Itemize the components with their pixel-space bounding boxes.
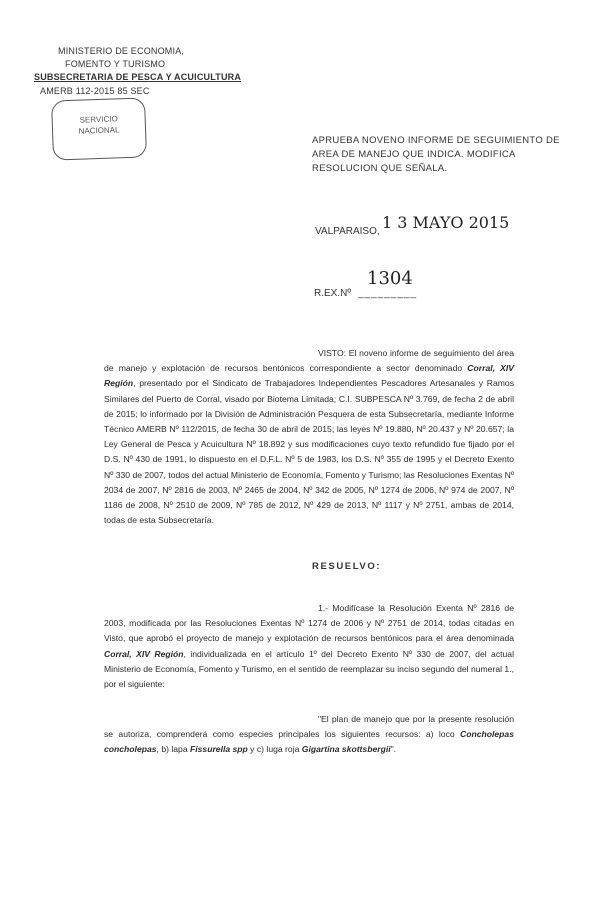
- rex-label: R.EX.Nº: [314, 288, 351, 299]
- place: VALPARAISO,: [315, 226, 380, 237]
- visto-rest: , presentado por el Sindicato de Trabajadores Independientes Pescadores Artesanales y Ramos Similares del Puerto de Corral, visado por Biotema Limitada; C.I. SUBPESCA Nº 3.769, de fecha 2 de abril de 2015; lo informado por la División de Administración Pesquera de esta Subsecretaría, mediante Informe Técnico AMERB Nº 112/2015, de fecha 30 de abril de 2015; las leyes Nº 19.880, Nº 20.437 y Nº 20.657; la Ley General de Pesca y Acuicultura Nº 18.892 y sus modificaciones cuyo texto refundido fue fijado por el D.S. Nº 430 de 1991, lo dispuesto en el D.F.L. Nº 5 de 1983, los D.S. Nº 355 de 1995 y el Decreto Exento Nº 330 de 2007, todos del actual Ministerio de Economía, Fomento y Turismo; las Resoluciones Exentas Nº 2034 de 2007, Nº 2816 de 2003, Nº 2465 de 2004, Nº 342 de 2005, Nº 1274 de 2006, Nº 974 de 2007, Nº 1186 de 2008, Nº 2510 de 2009, Nº 785 de 2012, Nº 429 de 2013, Nº 1117 y Nº 2751, ambas de 2014, todas de esta Subsecretaría.: [104, 378, 514, 526]
- quote-lead: "El plan de manejo que por la presente resolución se autoriza, comprenderá como especies principales los siguientes recursos: a) loco: [104, 714, 514, 740]
- ministry-line: MINISTERIO DE ECONOMIA,: [58, 46, 185, 56]
- article-1: [104, 601, 514, 692]
- rex-line: _________: [358, 288, 418, 299]
- quote-end: ".: [390, 744, 397, 755]
- species-2: Fissurella spp: [190, 744, 248, 755]
- reference-code: AMERB 112-2015 85 SEC: [40, 86, 150, 96]
- resuelvo-heading: RESUELVO:: [312, 561, 382, 572]
- rex-number: 1304: [367, 268, 413, 289]
- visto-paragraph: [104, 346, 514, 528]
- quote-mid-1: , b) lapa: [156, 744, 188, 755]
- resolution-title: APRUEBA NOVENO INFORME DE SEGUIMIENTO DE AREA DE MANEJO QUE INDICA. MODIFICA RESOLUCION QUE SEÑALA.: [312, 135, 560, 174]
- ministry-line-2: FOMENTO Y TURISMO: [65, 59, 166, 69]
- office-stamp: [51, 97, 147, 160]
- species-3: Gigartina skottsbergii: [301, 744, 391, 755]
- quote-mid-2: y c) luga roja: [247, 744, 300, 755]
- quoted-text: [104, 712, 514, 758]
- date: 1 3 MAYO 2015: [382, 213, 510, 232]
- art1-lead: 1.- Modifícase la Resolución Exenta Nº 2816 de 2003, modificada por las Resoluciones Exentas Nº 1274 de 2006 y Nº 2751 de 2014, todas citadas en Visto, que aprobó el proyecto de manejo y explotación de recursos bentónicos para el área denominada: [104, 603, 514, 644]
- visto-area: Corral, XIV Región: [104, 363, 514, 389]
- art1-area: Corral, XIV Región: [104, 648, 184, 659]
- art1-rest: , individualizada en el artículo 1º del Decreto Exento Nº 330 de 2007, del actual Ministerio de Economía, Fomento y Turismo, en el sentido de reemplazar su inciso segundo del numeral 1., por el siguiente:: [104, 648, 514, 690]
- stamp-line-2: NACIONAL: [78, 125, 120, 136]
- subsecretaria-line: SUBSECRETARIA DE PESCA Y ACUICULTURA: [34, 72, 242, 82]
- species-1: Concholepas concholepas: [104, 729, 514, 755]
- stamp-line-1: SERVICIO: [79, 114, 118, 125]
- visto-lead: VISTO: El noveno informe de seguimiento del área de manejo y explotación de recursos bentónicos correspondiente a sector denominado: [104, 348, 514, 374]
